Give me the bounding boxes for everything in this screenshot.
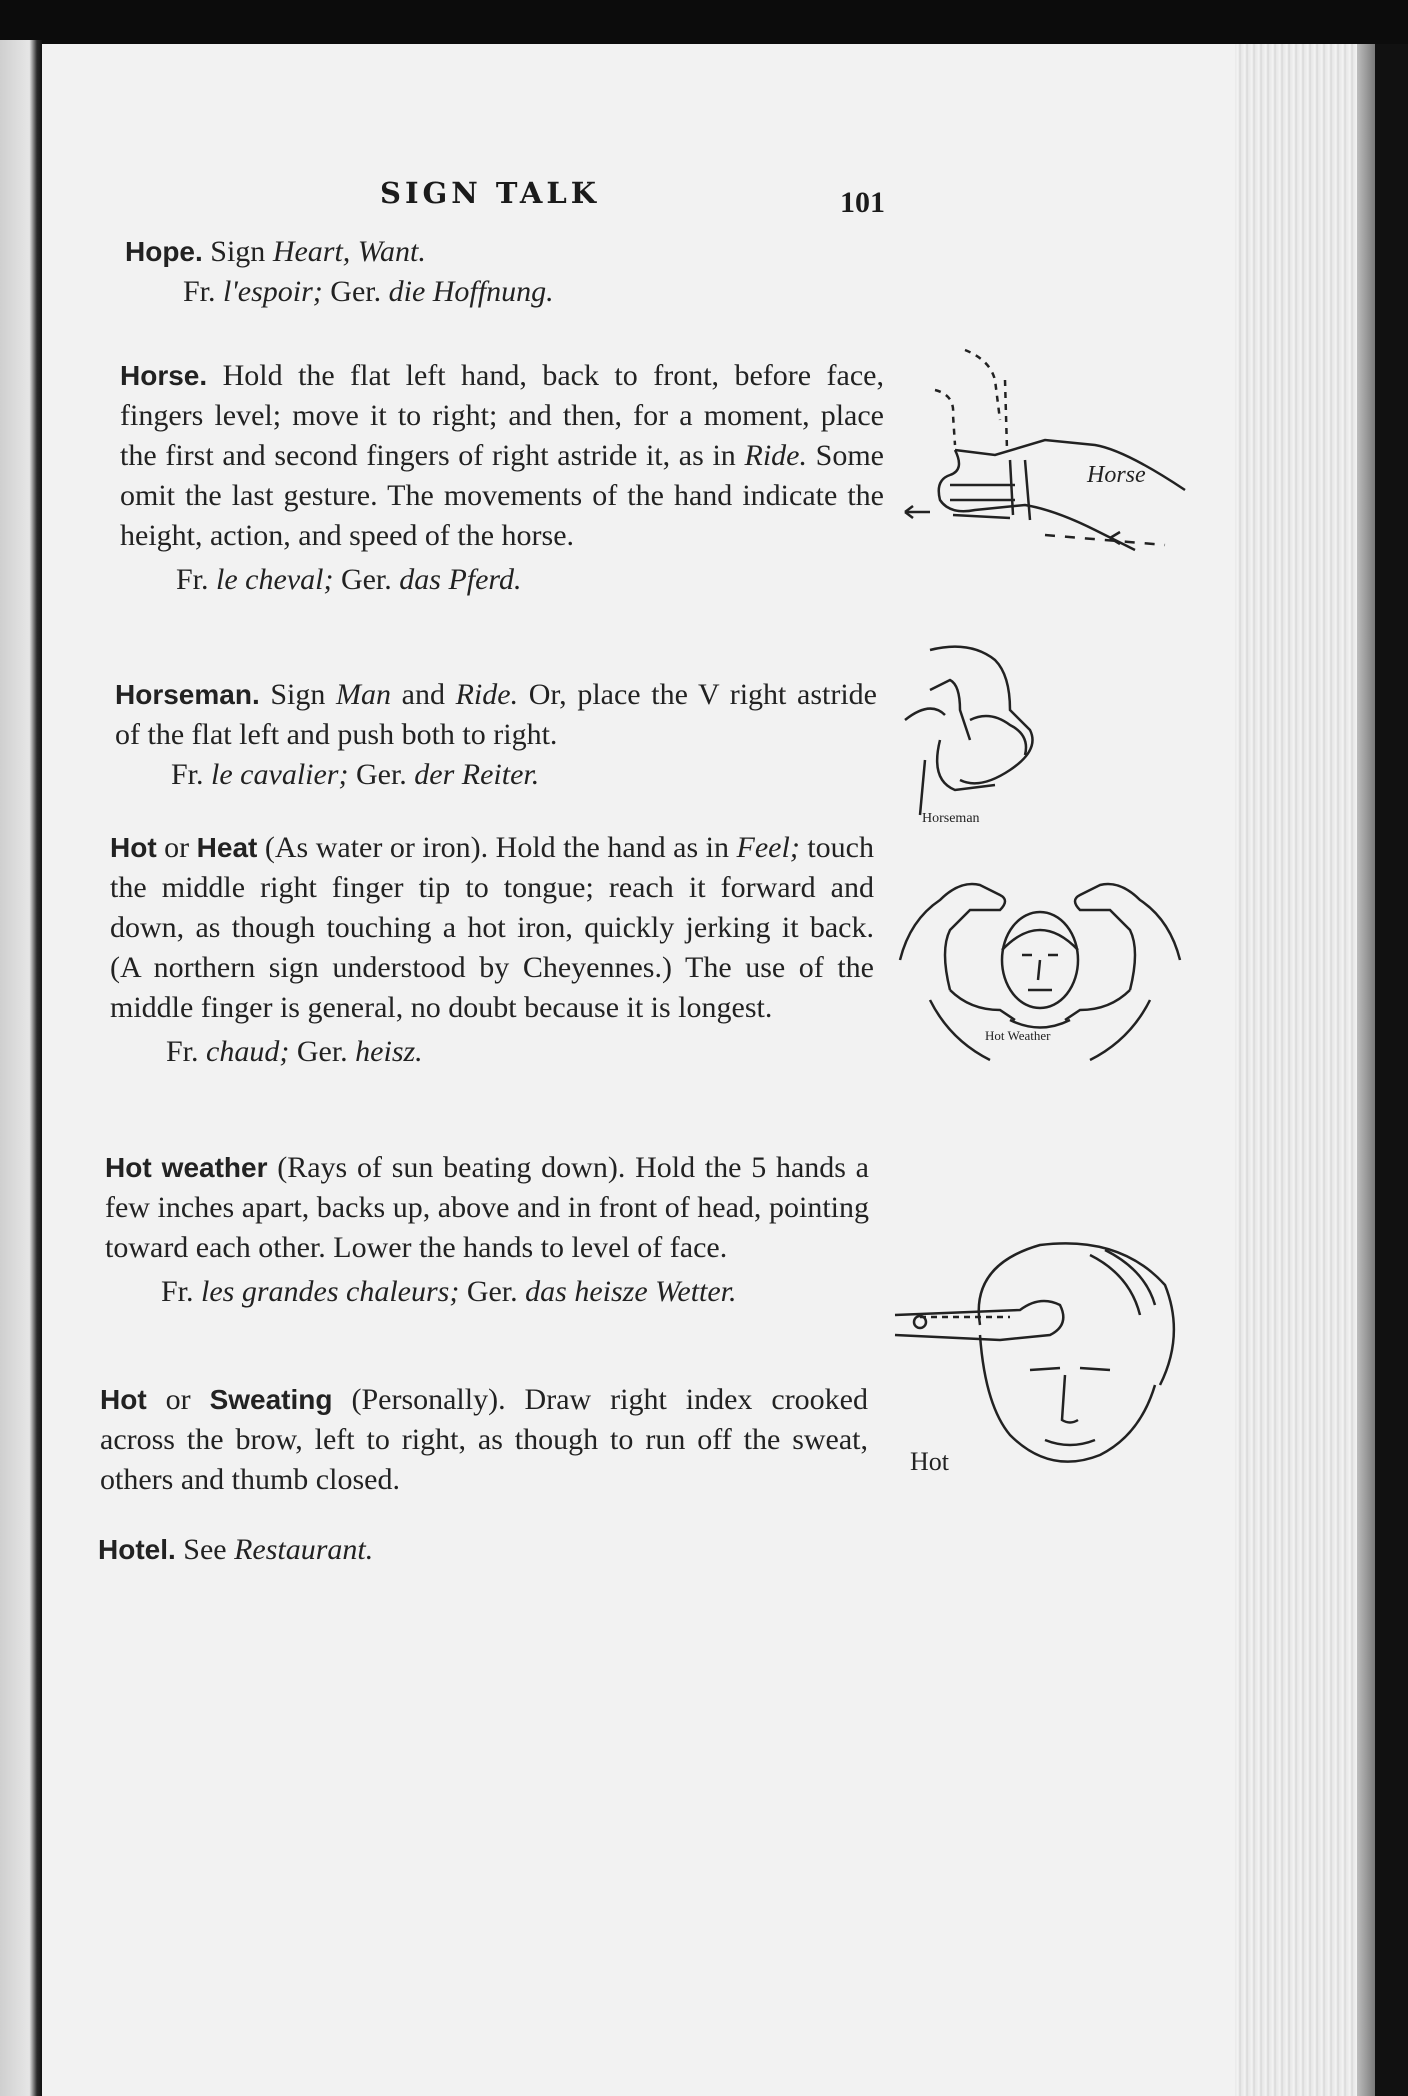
entry-hotel: Hotel. See Restaurant. bbox=[98, 1533, 374, 1566]
translation-horse: Fr. le cheval; Ger. das Pferd. bbox=[176, 563, 522, 596]
headword-heat: Heat bbox=[196, 832, 258, 863]
running-title: SIGN TALK bbox=[380, 176, 600, 210]
horseman-caption: Horseman bbox=[922, 811, 980, 826]
facing-page-edge bbox=[0, 40, 42, 2096]
entry-horse: Horse. Hold the flat left hand, back to front, before face, fingers level; move it to right; and then, for a moment, place the first and second fingers of right astride it, as in Ride. Some omit the last gesture. The movements of the hand indicate the height, action, and speed of the horse. Fr. le cheval; Ger. das Pferd. bbox=[120, 356, 884, 600]
translation-hot-heat: Fr. chaud; Ger. heisz. bbox=[166, 1035, 423, 1068]
headword-hope: Hope. bbox=[125, 236, 203, 267]
entry-horseman: Horseman. Sign Man and Ride. Or, place the V right astride of the flat left and push both to right. Fr. le cavalier; Ger. der Reiter. bbox=[115, 675, 877, 795]
page-block-edge bbox=[1235, 44, 1375, 2096]
entry-hot-weather: Hot weather (Rays of sun beating down). Hold the 5 hands a few inches apart, backs up, above and in front of head, pointing toward each other. Lower the hands to level of face. Fr. les grandes chaleurs; Ger. das heisze Wetter. bbox=[105, 1148, 869, 1312]
entry-hope: Hope. Sign Heart, Want. Fr. l'espoir; Ger. die Hoffnung. bbox=[125, 232, 885, 312]
headword-horseman: Horseman. bbox=[115, 679, 260, 710]
translation-horseman: Fr. le cavalier; Ger. der Reiter. bbox=[171, 758, 540, 791]
hot-weather-caption: Hot Weather bbox=[985, 1028, 1051, 1043]
page-number: 101 bbox=[840, 186, 885, 219]
horse-caption: Horse bbox=[1087, 462, 1146, 488]
headword-hot: Hot bbox=[110, 832, 157, 863]
hot-caption: Hot bbox=[910, 1447, 949, 1476]
headword-horse: Horse. bbox=[120, 360, 208, 391]
entry-hot-heat: Hot or Heat (As water or iron). Hold the hand as in Feel; touch the middle right finger tip to tongue; reach it forward and down, as though touching a hot iron, quickly jerking it back. (A northern sign understood by Cheyennes.) The use of the middle finger is general, no doubt because it is longest. Fr. chaud; Ger. heisz. bbox=[110, 828, 874, 1072]
headword-hotel: Hotel. bbox=[98, 1534, 176, 1565]
translation-hot-weather: Fr. les grandes chaleurs; Ger. das heisze Wetter. bbox=[161, 1275, 737, 1308]
headword-sweating: Sweating bbox=[209, 1384, 333, 1415]
book-cover-edge bbox=[1375, 44, 1408, 2096]
translation-hope: Fr. l'espoir; Ger. die Hoffnung. bbox=[183, 275, 554, 308]
horse-sign-illustration bbox=[895, 340, 1205, 620]
hot-weather-sign-illustration bbox=[890, 860, 1190, 1080]
hot-sweating-sign-illustration bbox=[890, 1235, 1180, 1515]
entry-hot-sweating: Hot or Sweating (Personally). Draw right index crooked across the brow, left to right, as though to run off the sweat, others and thumb closed. bbox=[100, 1383, 868, 1496]
horseman-sign-illustration bbox=[900, 640, 1080, 840]
headword-hot-2: Hot bbox=[100, 1384, 147, 1415]
headword-hot-weather: Hot weather bbox=[105, 1152, 268, 1183]
